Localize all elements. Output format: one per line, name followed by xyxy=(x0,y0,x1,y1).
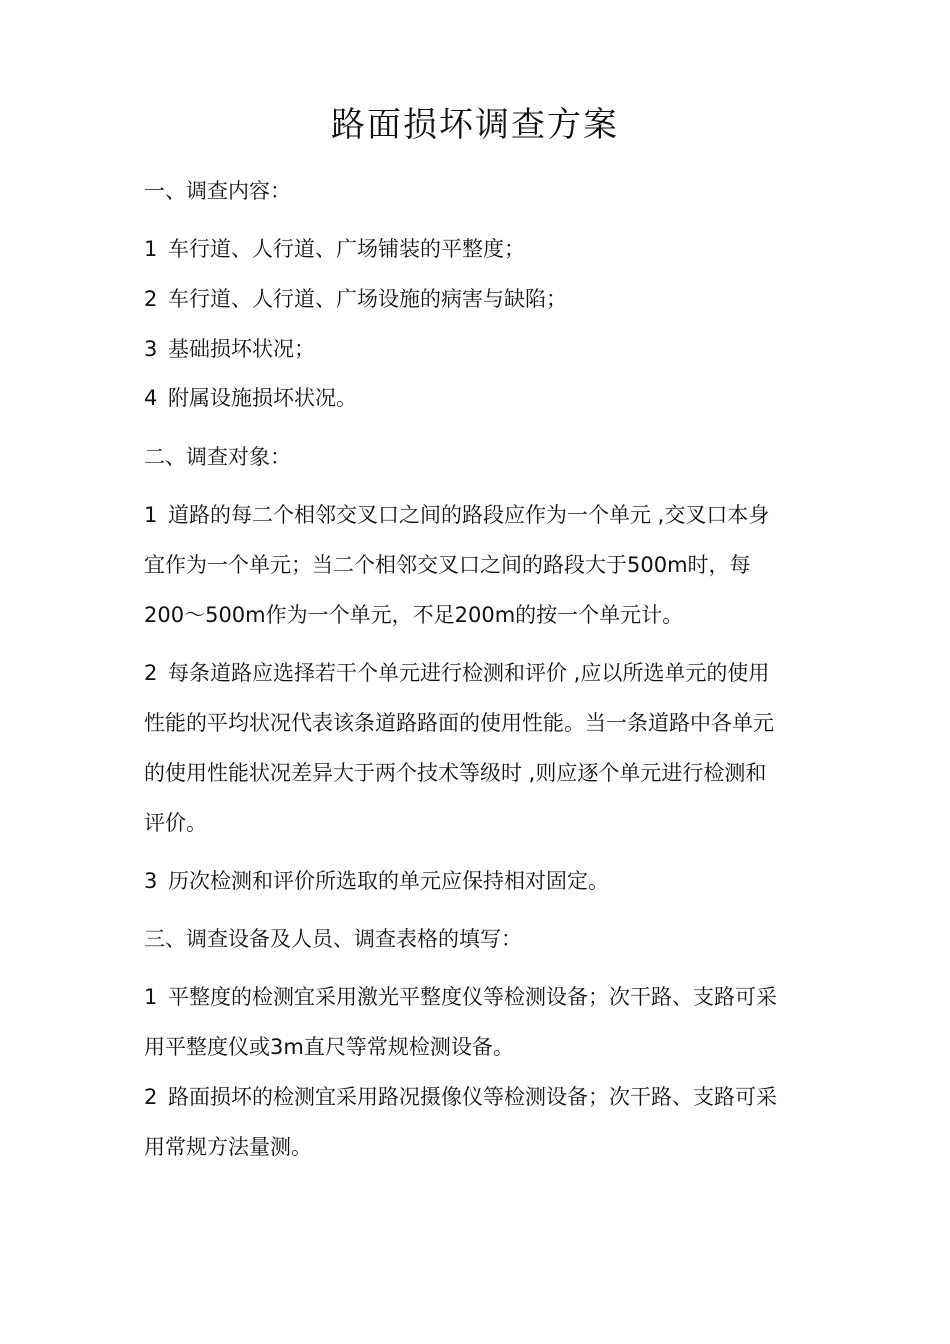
section-heading: 一、调查内容： xyxy=(144,179,291,203)
section-heading: 三、调查设备及人员、调查表格的填写： xyxy=(144,927,522,951)
document-title: 路面损坏调查方案 xyxy=(331,105,619,145)
item-number: 3 xyxy=(144,869,158,893)
item-number: 1 xyxy=(144,237,158,261)
item-text: 车行道、人行道、广场设施的病害与缺陷； xyxy=(168,287,567,311)
item-text: 历次检测和评价所选取的单元应保持相对固定。 xyxy=(168,869,609,893)
list-item xyxy=(144,866,824,896)
item-continuation: 的使用性能状况差异大于两个技术等级时 ,则应逐个单元进行检测和 xyxy=(144,761,767,785)
item-text: 路面损坏的检测宜采用路况摄像仪等检测设备；次干路、支路可采 xyxy=(168,1085,777,1109)
list-item xyxy=(144,383,824,413)
list-item xyxy=(144,234,824,264)
item-continuation: 性能的平均状况代表该条道路路面的使用性能。当一条道路中各单元 xyxy=(144,711,774,735)
section-heading: 二、调查对象： xyxy=(144,445,291,469)
item-number: 1 xyxy=(144,503,158,527)
item-continuation: 评价。 xyxy=(144,811,207,835)
item-number: 2 xyxy=(144,661,158,685)
list-item xyxy=(144,500,824,530)
item-continuation: 用常规方法量测。 xyxy=(144,1135,312,1159)
item-text: 基础损坏状况； xyxy=(168,337,315,361)
item-continuation: 用平整度仪或3m直尺等常规检测设备。 xyxy=(144,1035,514,1059)
item-continuation: 200～500m作为一个单元，不足200m的按一个单元计。 xyxy=(144,603,684,627)
list-item xyxy=(144,284,824,314)
item-text: 道路的每二个相邻交叉口之间的路段应作为一个单元 ,交叉口本身 xyxy=(168,503,770,527)
item-text: 平整度的检测宜采用激光平整度仪等检测设备；次干路、支路可采 xyxy=(168,985,777,1009)
item-number: 1 xyxy=(144,985,158,1009)
item-continuation: 宜作为一个单元；当二个相邻交叉口之间的路段大于500m时，每 xyxy=(144,553,751,577)
item-text: 车行道、人行道、广场铺装的平整度； xyxy=(168,237,525,261)
item-text: 附属设施损坏状况。 xyxy=(168,386,357,410)
list-item xyxy=(144,658,824,688)
list-item xyxy=(144,334,824,364)
item-text: 每条道路应选择若干个单元进行检测和评价 ,应以所选单元的使用 xyxy=(168,661,770,685)
item-number: 2 xyxy=(144,1085,158,1109)
item-number: 3 xyxy=(144,337,158,361)
item-number: 2 xyxy=(144,287,158,311)
item-number: 4 xyxy=(144,386,158,410)
list-item xyxy=(144,1082,824,1112)
list-item xyxy=(144,982,824,1012)
